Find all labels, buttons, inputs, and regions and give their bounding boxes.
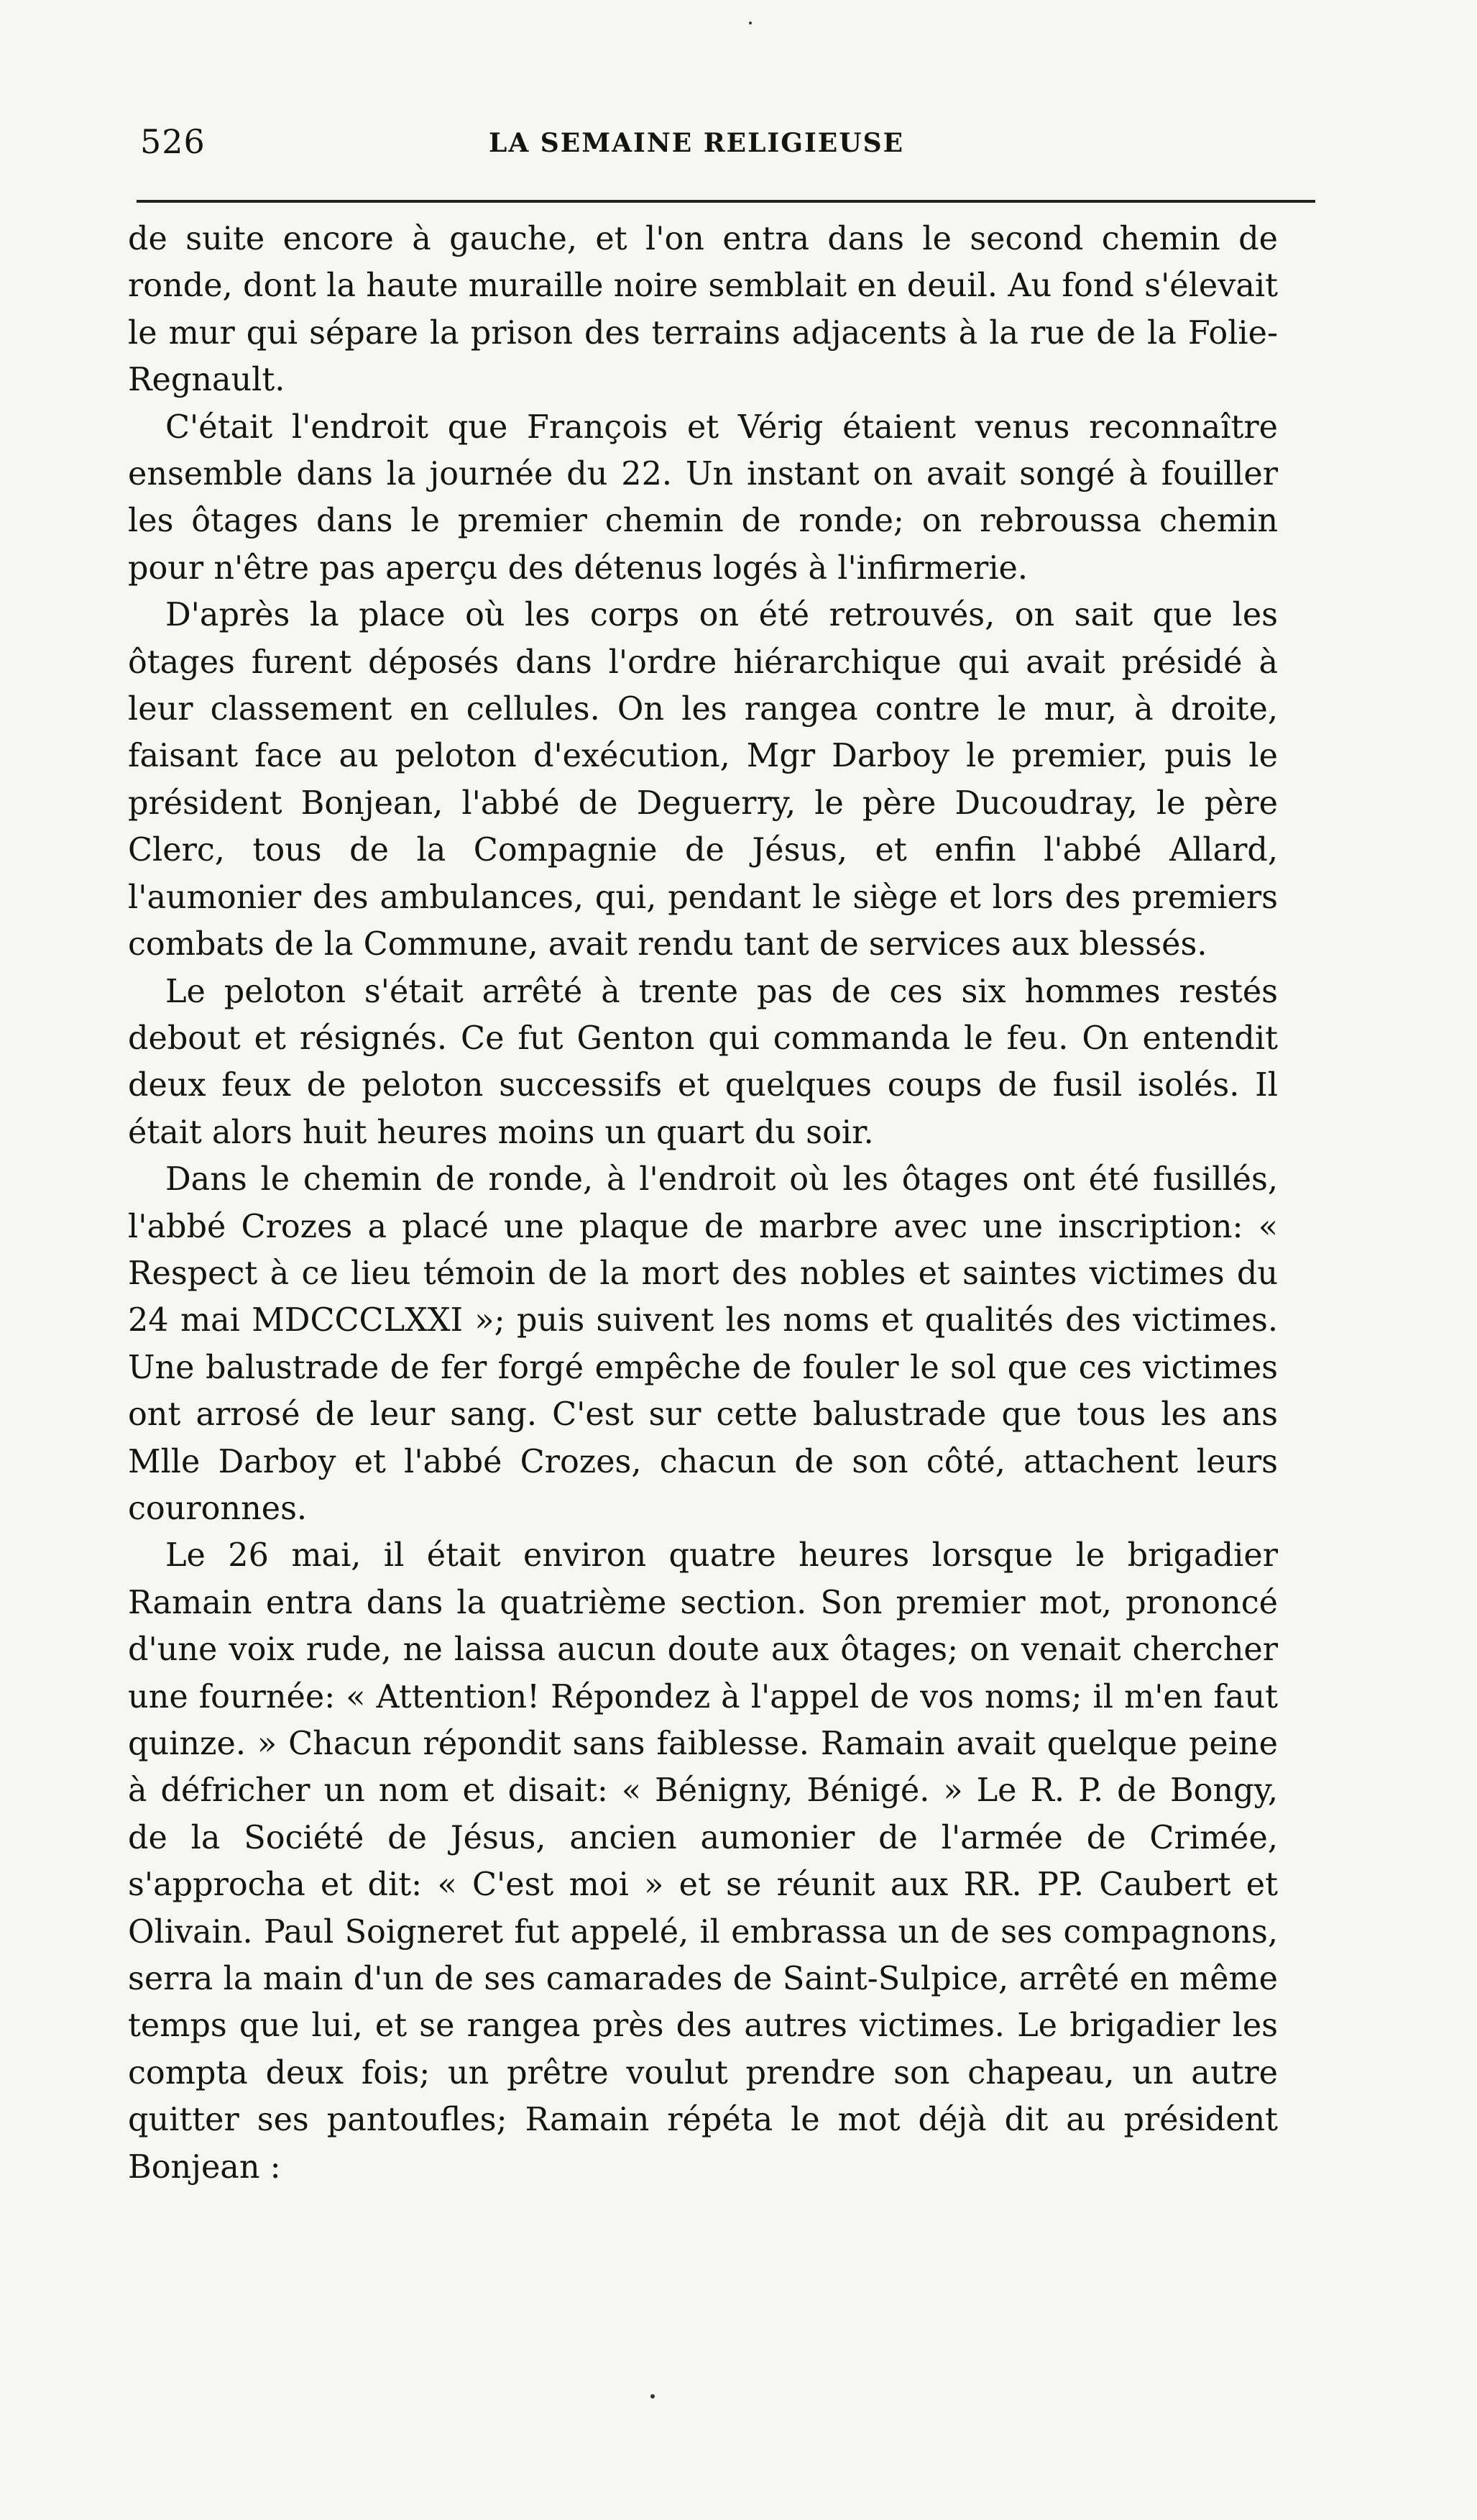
paragraph: Le peloton s'était arrêté à trente pas de ces six hommes restés debout et résignés. Ce fut Genton qui commanda le feu. On entendit deux feux de peloton successifs et quelques coups de fusil isolés. Il était alors huit heures moins un quart du soir. bbox=[128, 973, 1278, 1151]
paragraph: D'après la place où les corps on été retrouvés, on sait que les ôtages furent déposés dans l'ordre hiérarchique qui avait présidé à leur classement en cellules. On les rangea contre le mur, à droite, faisant face au peloton d'exécution, Mgr Darboy le premier, puis le président Bonjean, l'abbé de Deguerry, le père Ducoudray, le père Clerc, tous de la Compagnie de Jésus, et enfin l'abbé Allard, l'aumonier des ambulances, qui, pendant le siège et lors des premiers combats de la Commune, avait rendu tant de services aux blessés. bbox=[128, 597, 1278, 963]
print-speck bbox=[650, 2394, 655, 2398]
print-speck bbox=[749, 22, 752, 24]
header-rule bbox=[137, 200, 1315, 203]
body-text bbox=[128, 216, 1278, 2191]
running-title: LA SEMAINE RELIGIEUSE bbox=[489, 128, 905, 158]
page-number: 526 bbox=[140, 122, 206, 161]
paragraph: Le 26 mai, il était environ quatre heures lorsque le brigadier Ramain entra dans la quatrième section. Son premier mot, prononcé d'une voix rude, ne laissa aucun doute aux ôtages; on venait chercher une fournée: « Attention! Répondez à l'appel de vos noms; il m'en faut quinze. » Chacun répondit sans faiblesse. Ramain avait quelque peine à défricher un nom et disait: « Bénigny, Bénigé. » Le R. P. de Bongy, de la Société de Jésus, ancien aumonier de l'armée de Crimée, s'approcha et dit: « C'est moi » et se réunit aux RR. PP. Caubert et Olivain. Paul Soigneret fut appelé, il embrassa un de ses compagnons, serra la main d'un de ses camarades de Saint-Sulpice, arrêté en même temps que lui, et se rangea près des autres victimes. Le brigadier les compta deux fois; un prêtre voulut prendre son chapeau, un autre quitter ses pantoufles; Ramain répéta le mot déjà dit au président Bonjean : bbox=[128, 1537, 1278, 2186]
paragraph: C'était l'endroit que François et Vérig étaient venus reconnaître ensemble dans la journée du 22. Un instant on avait songé à fouiller les ôtages dans le premier chemin de ronde; on rebroussa chemin pour n'être pas aperçu des détenus logés à l'infirmerie. bbox=[128, 408, 1278, 587]
page-header bbox=[140, 122, 1315, 187]
paragraph: de suite encore à gauche, et l'on entra dans le second chemin de ronde, dont la haute muraille noire semblait en deuil. Au fond s'élevait le mur qui sépare la prison des terrains adjacents à la rue de la Folie-Regnault. bbox=[128, 221, 1278, 399]
paragraph: Dans le chemin de ronde, à l'endroit où les ôtages ont été fusillés, l'abbé Crozes a placé une plaque de marbre avec une inscription: « Respect à ce lieu témoin de la mort des nobles et saintes victimes du 24 mai MDCCCLXXI »; puis suivent les noms et qualités des victimes. Une balustrade de fer forgé empêche de fouler le sol que ces victimes ont arrosé de leur sang. C'est sur cette balustrade que tous les ans Mlle Darboy et l'abbé Crozes, chacun de son côté, attachent leurs couronnes. bbox=[128, 1161, 1278, 1527]
